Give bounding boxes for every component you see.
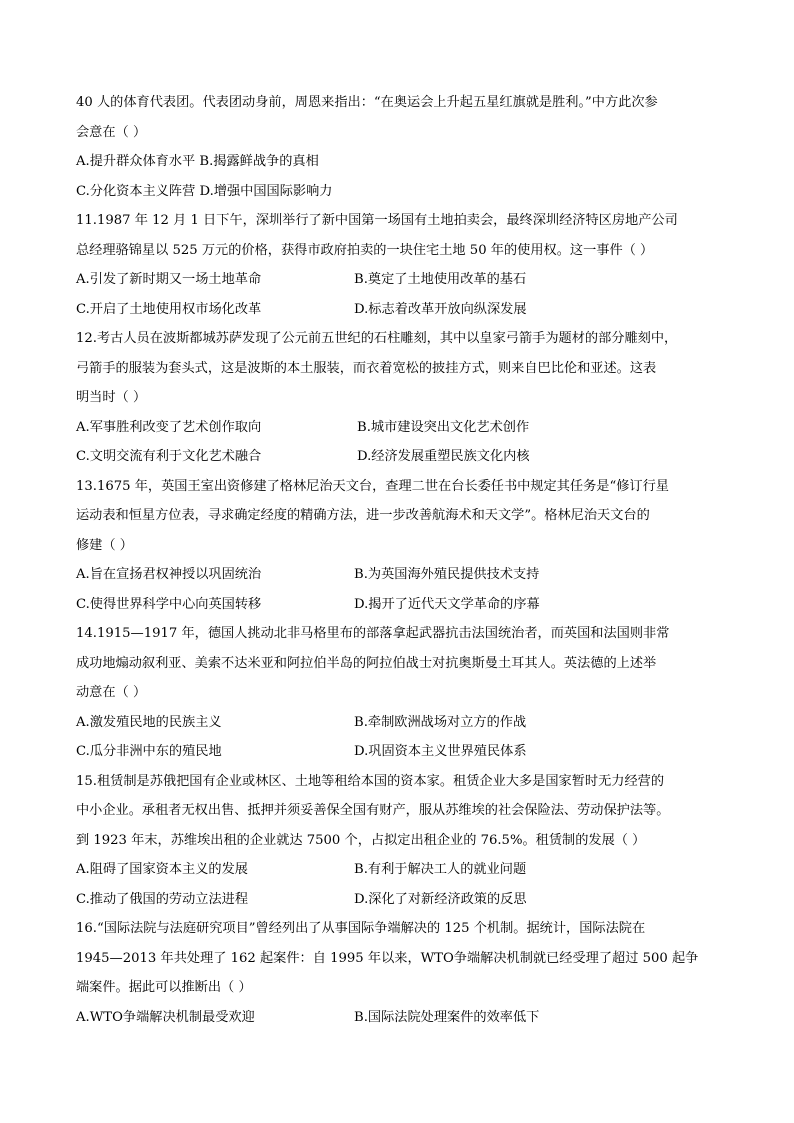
q10-options-cd: C.分化资本主义阵营 D.增强中国国际影响力 (76, 183, 333, 199)
q16-stem-line-1: 16.“国际法院与法庭研究项目”曾经列出了从事国际争端解决的 125 个机制。据统计，国际法院在 (76, 921, 646, 936)
q16-option-b: B.国际法院处理案件的效率低下 (354, 1009, 540, 1025)
q12-options-row-2 (76, 442, 726, 472)
q14-options-row-2 (76, 737, 726, 767)
q13-stem-line-3: 修建（ ） (76, 537, 133, 553)
q15-stem-line-3: 到 1923 年末，苏维埃出租的企业就达 7500 个，占拟定出租企业的 76.5%。租赁制的发展（ ） (76, 832, 646, 848)
q15-stem-line-2: 中小企业。承租者无权出售、抵押并须妥善保全国有财产，服从苏维埃的社会保险法、劳动保护法等。 (76, 803, 670, 818)
q13-options-row-1 (76, 560, 726, 590)
q11-option-c: C.开启了土地使用权市场化改革 (76, 301, 262, 317)
q11-options-row-2 (76, 295, 726, 325)
q10-stem-line-2: 会意在（ ） (76, 124, 147, 140)
q15-stem-line-1: 15.租赁制是苏俄把国有企业或林区、土地等租给本国的资本家。租赁企业大多是国家暂时无力经营的 (76, 773, 665, 789)
q14-options-row-1 (76, 708, 726, 738)
q13-stem-line-1: 13.1675 年，英国王室出资修建了格林尼治天文台，查理二世在台长委任书中规定其任务是“修订行星 (76, 478, 669, 494)
q12-option-c: C.文明交流有利于文化艺术融合 (76, 449, 262, 464)
q14-stem-line-1: 14.1915—1917 年，德国人挑动北非马格里布的部落拿起武器抗击法国统治者，而英国和法国则非常 (76, 626, 670, 641)
q11-option-a: A.引发了新时期又一场土地革命 (76, 272, 262, 287)
q12-options-row-1 (76, 413, 726, 443)
q11-stem-line-2: 总经理骆锦星以 525 万元的价格，获得市政府拍卖的一块住宅土地 50 年的使用权。这一事件（ ） (76, 242, 654, 258)
q12-option-b: B.城市建设突出文化艺术创作 (357, 419, 530, 435)
q15-options-row-2 (76, 885, 726, 915)
q13-option-d: D.揭开了近代天文学革命的序幕 (354, 596, 540, 612)
exam-page (76, 88, 726, 1032)
q12-stem-line-1: 12.考古人员在波斯都城苏萨发现了公元前五世纪的石柱雕刻，其中以皇家弓箭手为题材的部分雕刻中， (76, 331, 678, 346)
q14-stem-line-3: 动意在（ ） (76, 685, 147, 700)
q13-options-row-2 (76, 590, 726, 620)
q14-stem-line-2: 成功地煽动叙利亚、美索不达米亚和阿拉伯半岛的阿拉伯战士对抗奥斯曼土耳其人。英法德的上述举 (76, 655, 657, 671)
q15-option-a: A.阻碍了国家资本主义的发展 (76, 862, 248, 877)
q11-stem-line-1: 11.1987 年 12 月 1 日下午，深圳举行了新中国第一场国有土地拍卖会，最终深圳经济特区房地产公司 (76, 213, 678, 228)
q13-option-c: C.使得世界科学中心向英国转移 (76, 596, 262, 612)
q12-stem-line-2: 弓箭手的服装为套头式，这是波斯的本土服装，而衣着宽松的披挂方式，则来自巴比伦和亚述。这表 (76, 360, 657, 376)
q14-option-b: B.牵制欧洲战场对立方的作战 (354, 714, 527, 730)
q13-option-a: A.旨在宣扬君权神授以巩固统治 (76, 567, 262, 582)
q12-stem-line-3: 明当时（ ） (76, 390, 147, 405)
q16-options-row-1 (76, 1003, 726, 1033)
q16-stem-line-3: 端案件。据此可以推断出（ ） (76, 980, 252, 995)
q14-option-d: D.巩固资本主义世界殖民体系 (354, 744, 527, 759)
q14-option-a: A.激发殖民地的民族主义 (76, 714, 222, 730)
q11-option-d: D.标志着改革开放向纵深发展 (354, 301, 527, 317)
q13-option-b: B.为英国海外殖民提供技术支持 (354, 567, 540, 582)
q12-option-a: A.军事胜利改变了艺术创作取向 (76, 419, 262, 435)
q13-stem-line-2: 运动表和恒星方位表，寻求确定经度的精确方法，进一步改善航海术和天文学”。格林尼治天文台的 (76, 508, 650, 523)
q10-stem-line-1: 40 人的体育代表团。代表团动身前，周恩来指出：“在奥运会上升起五星红旗就是胜利。”中方此次参 (76, 95, 658, 110)
q12-option-d: D.经济发展重塑民族文化内核 (357, 449, 530, 464)
q16-option-a: A.WTO争端解决机制最受欢迎 (76, 1009, 255, 1025)
q14-option-c: C.瓜分非洲中东的殖民地 (76, 744, 222, 759)
q11-options-row-1 (76, 265, 726, 295)
q15-options-row-1 (76, 855, 726, 885)
q15-option-d: D.深化了对新经济政策的反思 (354, 891, 527, 907)
q11-option-b: B.奠定了土地使用改革的基石 (354, 272, 527, 287)
q10-options-ab: A.提升群众体育水平 B.揭露鲜战争的真相 (76, 154, 319, 169)
q15-option-c: C.推动了俄国的劳动立法进程 (76, 891, 249, 907)
q16-stem-line-2: 1945—2013 年共处理了 162 起案件：自 1995 年以来，WTO争端解决机制就已经受理了超过 500 起争 (76, 950, 699, 966)
q15-option-b: B.有利于解决工人的就业问题 (354, 862, 527, 877)
